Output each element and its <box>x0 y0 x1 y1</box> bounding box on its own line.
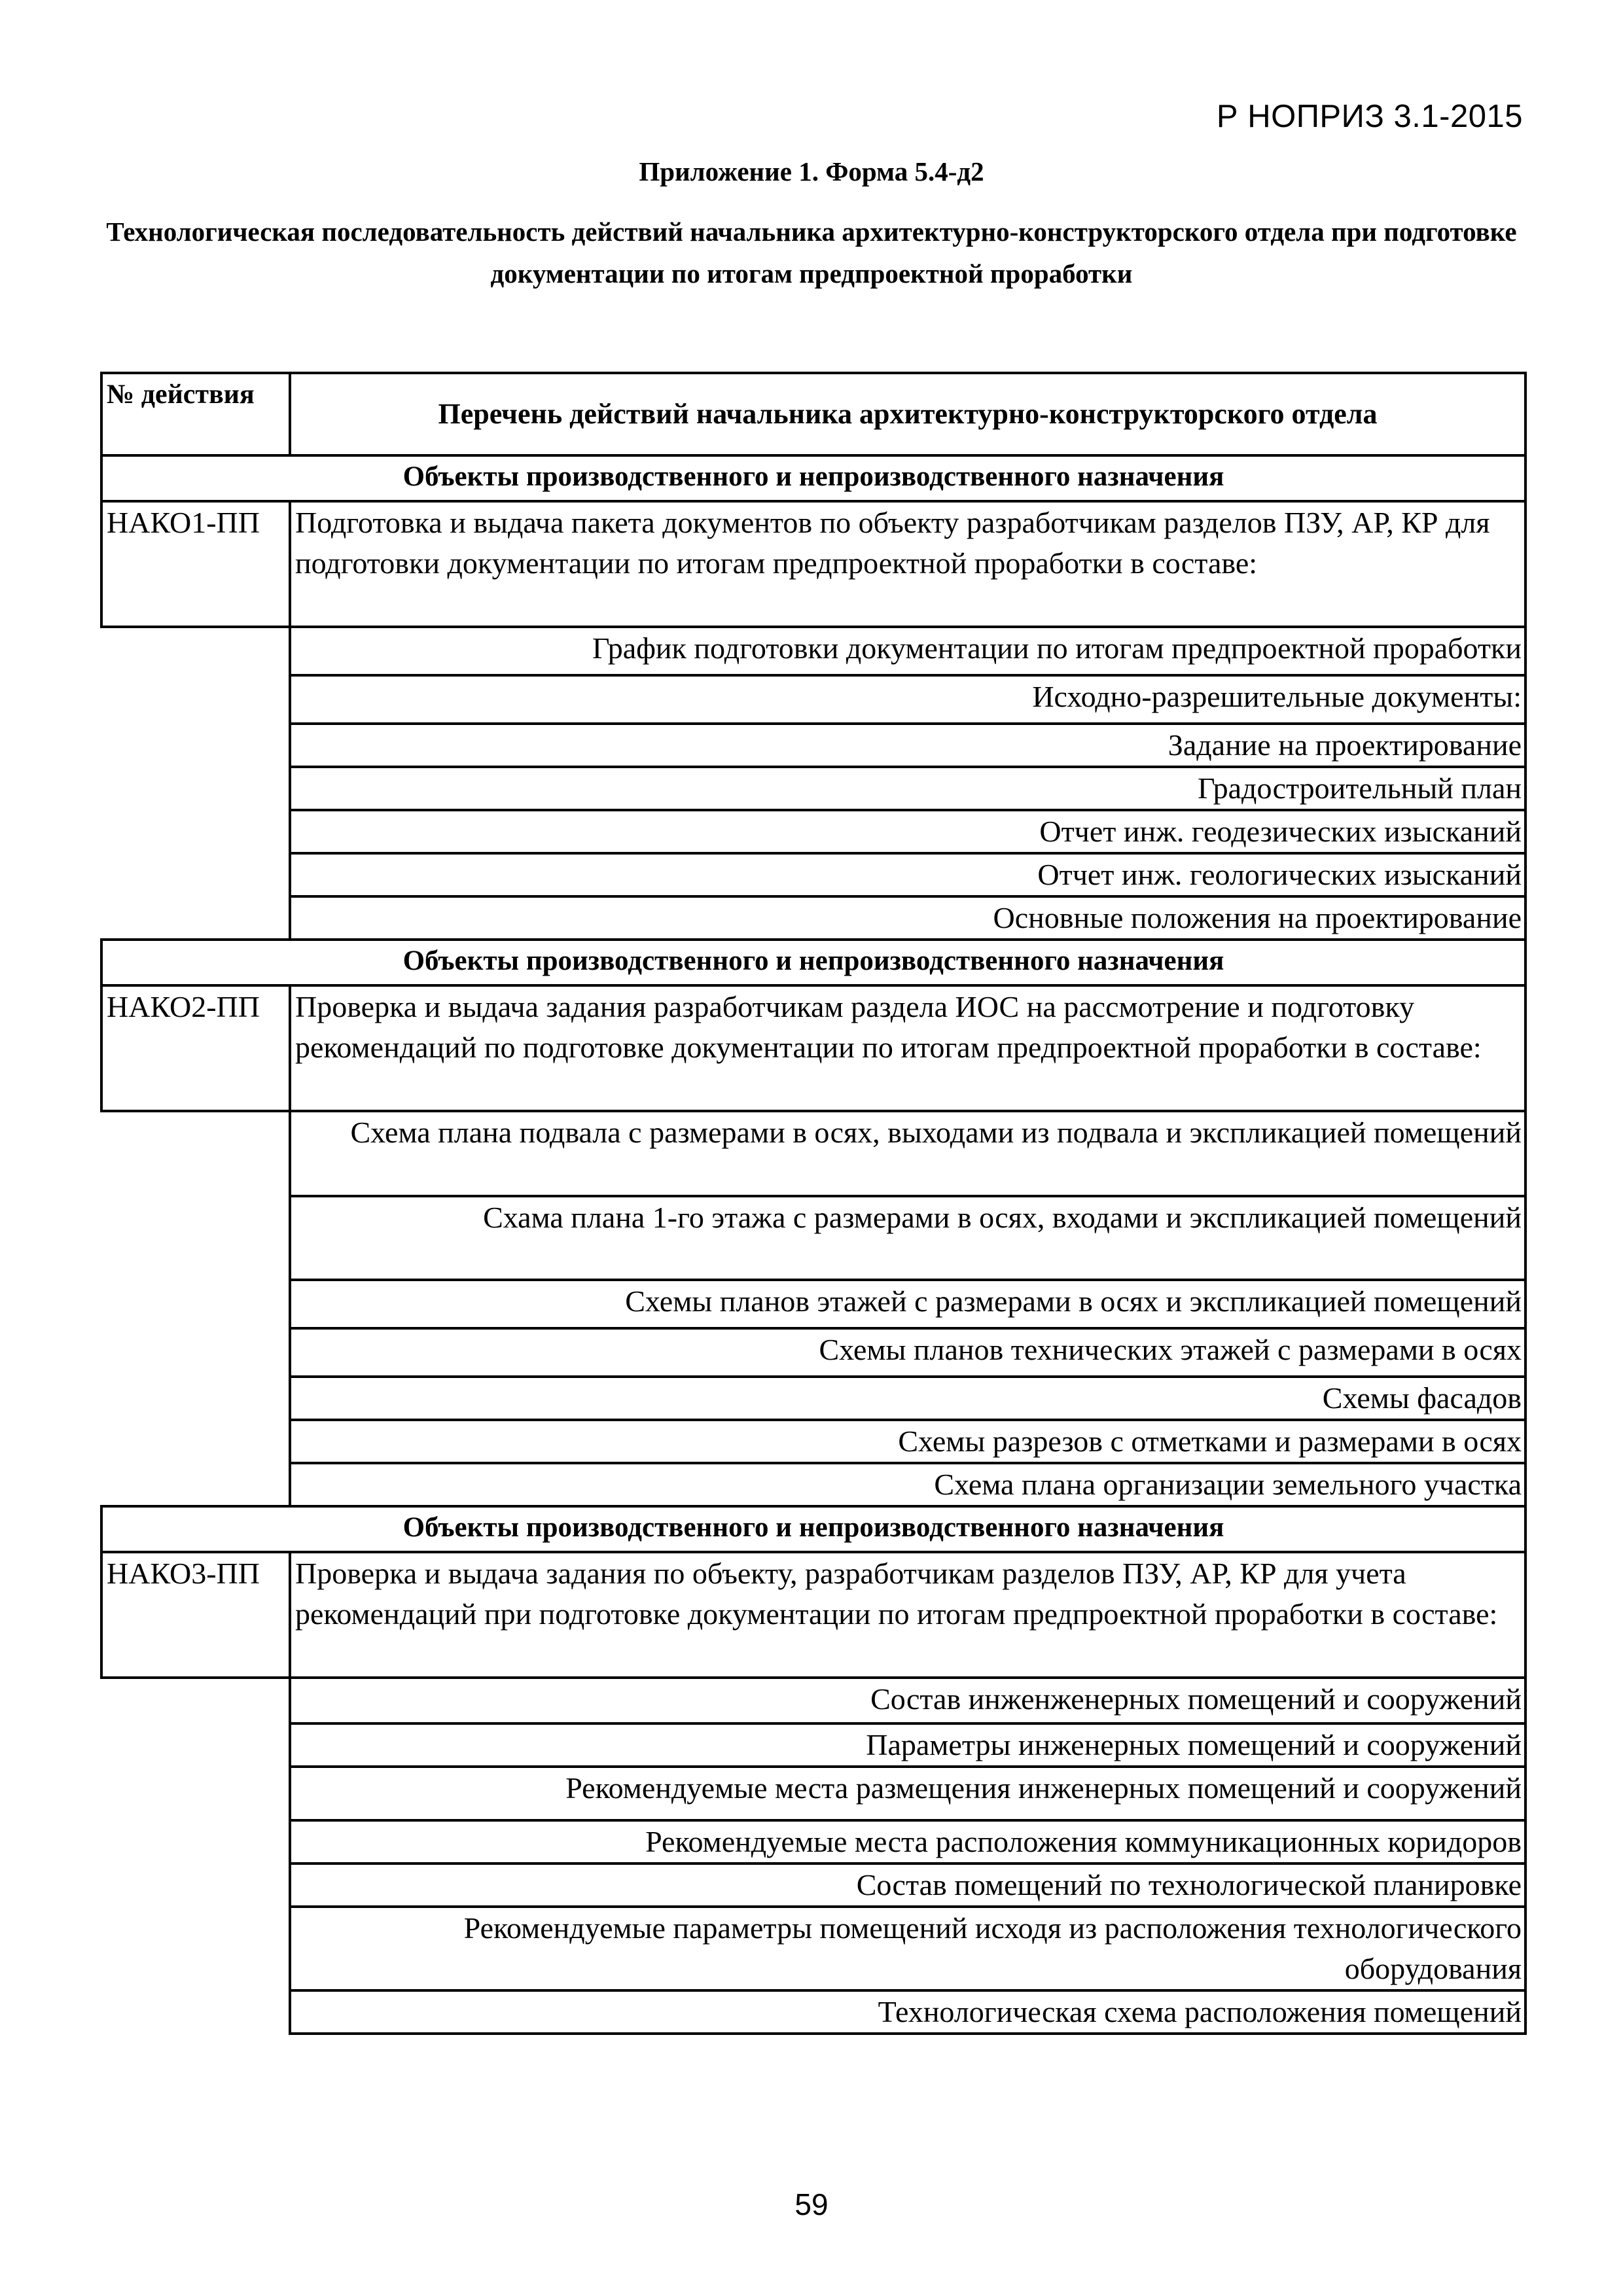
action-description: Проверка и выдача задания разработчикам раздела ИОС на рассмотрение и подготовку рекомендаций по подготовке документации по итогам предпроектной проработки в составе: <box>290 985 1525 1111</box>
document-title: Технологическая последовательность действий начальника архитектурно-конструкторского отдела при подготовке документации по итогам предпроектной проработки <box>106 217 1517 289</box>
list-item <box>101 724 1525 767</box>
table-header-row <box>101 373 1525 455</box>
appendix-title: Приложение 1. Форма 5.4-д2 <box>639 156 984 186</box>
action-description: Проверка и выдача задания по объекту, разработчикам разделов ПЗУ, АР, КР для учета рекомендаций при подготовке документации по итогам предпроектной проработки в составе: <box>290 1552 1525 1678</box>
list-item <box>101 1820 1525 1863</box>
action-description: Подготовка и выдача пакета документов по объекту разработчикам разделов ПЗУ, АР, КР для подготовки документации по итогам предпроектной проработки в составе: <box>290 501 1525 627</box>
document-code: Р НОПРИЗ 3.1-2015 <box>1216 99 1523 134</box>
list-item-text: Отчет инж. геодезических изысканий <box>290 810 1525 853</box>
action-row <box>101 985 1525 1111</box>
list-item-text: Рекомендуемые места размещения инженерных помещений и сооружений <box>290 1767 1525 1820</box>
list-item-text: Отчет инж. геологических изысканий <box>290 853 1525 896</box>
list-item-text: Состав помещений по технологической планировке <box>290 1863 1525 1907</box>
list-item <box>101 675 1525 724</box>
action-row <box>101 501 1525 627</box>
list-item <box>101 1111 1525 1196</box>
list-item-text: Параметры инженерных помещений и сооружений <box>290 1723 1525 1767</box>
list-item <box>101 1767 1525 1820</box>
list-item-text: Схемы планов этажей с размерами в осях и экспликацией помещений <box>290 1280 1525 1328</box>
list-item-text: Схема плана организации земельного участка <box>290 1463 1525 1506</box>
list-item <box>101 853 1525 896</box>
section-row <box>101 940 1525 985</box>
list-item-text: Основные положения на проектирование <box>290 896 1525 940</box>
action-code: НАКО2-ПП <box>101 985 290 1111</box>
section-title: Объекты производственного и непроизводственного назначения <box>101 455 1525 501</box>
list-item <box>101 1280 1525 1328</box>
list-item-text: Рекомендуемые места расположения коммуникационных коридоров <box>290 1820 1525 1863</box>
section-row <box>101 1506 1525 1552</box>
actions-table <box>100 372 1527 2035</box>
list-item-text: Задание на проектирование <box>290 724 1525 767</box>
action-code: НАКО3-ПП <box>101 1552 290 1678</box>
list-item-text: Исходно-разрешительные документы: <box>290 675 1525 724</box>
list-item <box>101 1420 1525 1463</box>
list-item <box>101 1907 1525 1990</box>
section-title: Объекты производственного и непроизводственного назначения <box>101 1506 1525 1552</box>
list-item-text: Состав инженженерных помещений и сооружений <box>290 1678 1525 1723</box>
list-item-text: Рекомендуемые параметры помещений исходя из расположения технологического оборудования <box>290 1907 1525 1990</box>
column-header-number: № действия <box>101 373 290 455</box>
list-item-text: Технологическая схема расположения помещений <box>290 1990 1525 2034</box>
list-item-text: Схемы фасадов <box>290 1377 1525 1420</box>
section-row <box>101 455 1525 501</box>
action-row <box>101 1552 1525 1678</box>
list-item <box>101 1678 1525 1723</box>
list-item <box>101 767 1525 810</box>
list-item-text: Схема плана подвала с размерами в осях, выходами из подвала и экспликацией помещений <box>290 1111 1525 1196</box>
list-item <box>101 1463 1525 1506</box>
list-item-text: Схемы разрезов с отметками и размерами в осях <box>290 1420 1525 1463</box>
list-item <box>101 1723 1525 1767</box>
list-item <box>101 1328 1525 1377</box>
list-item <box>101 1196 1525 1280</box>
list-item-text: Градостроительный план <box>290 767 1525 810</box>
list-item <box>101 896 1525 940</box>
section-title: Объекты производственного и непроизводственного назначения <box>101 940 1525 985</box>
list-item <box>101 627 1525 675</box>
page-number: 59 <box>794 2187 829 2221</box>
list-item <box>101 1990 1525 2034</box>
list-item-text: Схемы планов технических этажей с размерами в осях <box>290 1328 1525 1377</box>
list-item <box>101 810 1525 853</box>
action-code: НАКО1-ПП <box>101 501 290 627</box>
list-item <box>101 1863 1525 1907</box>
list-item-text: Схама плана 1-го этажа с размерами в осях, входами и экспликацией помещений <box>290 1196 1525 1280</box>
list-item-text: График подготовки документации по итогам предпроектной проработки <box>290 627 1525 675</box>
column-header-actions: Перечень действий начальника архитектурно-конструкторского отдела <box>290 373 1525 455</box>
list-item <box>101 1377 1525 1420</box>
